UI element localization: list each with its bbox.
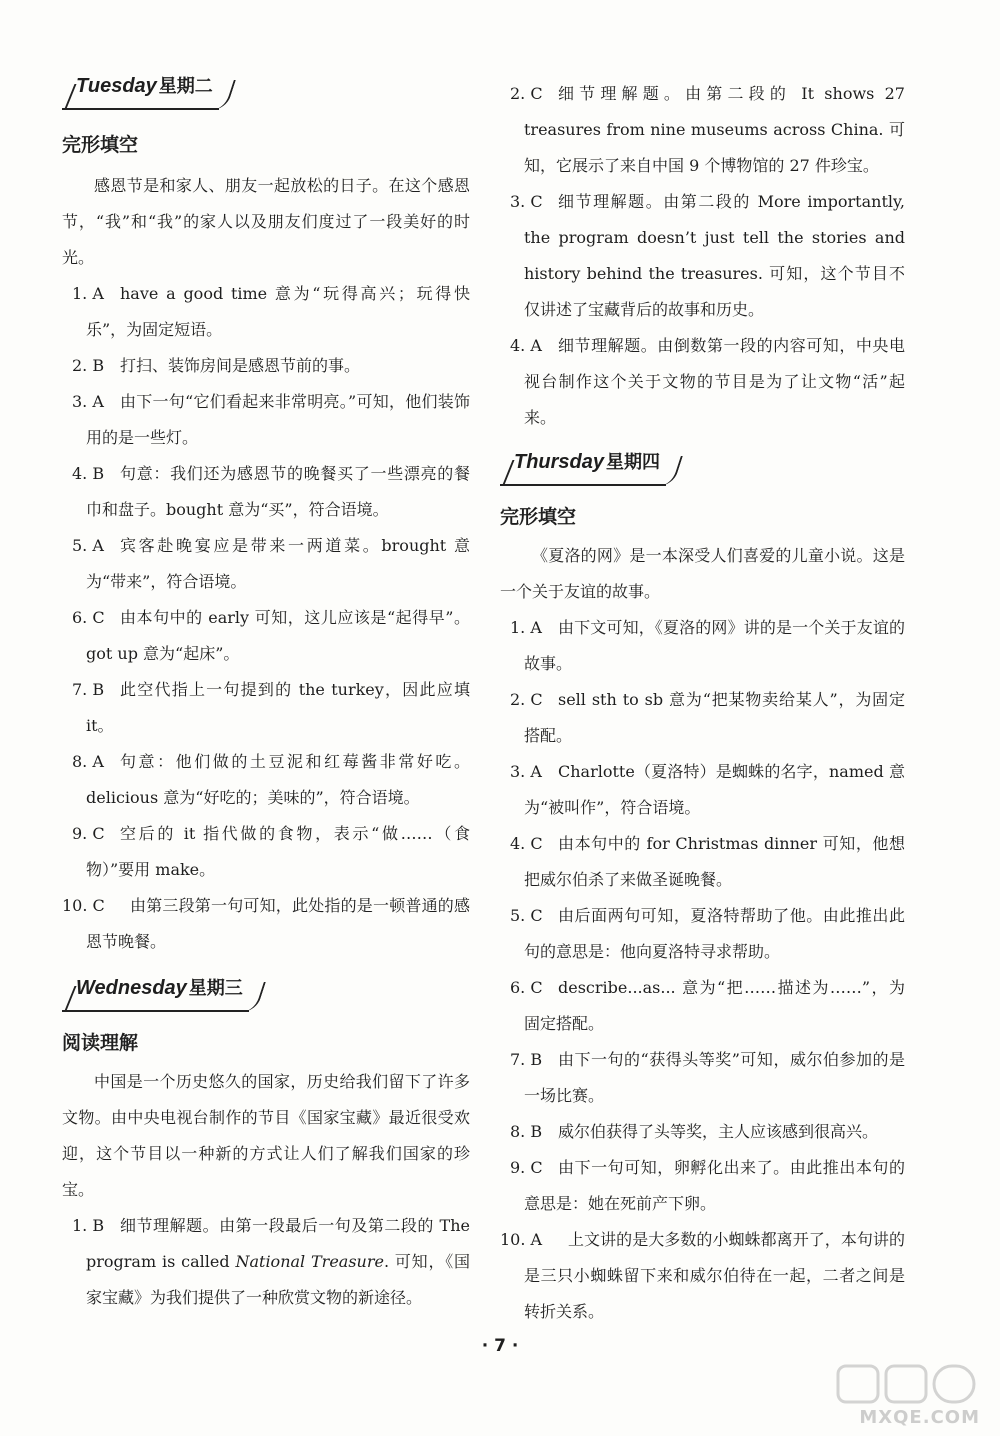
answer-text: 空后的 it 指代做的食物，表示“做……（食物）”要用 make。 — [86, 824, 470, 879]
answer-text: describe...as... 意为“把……描述为……”，为固定搭配。 — [524, 978, 905, 1033]
answer-number: 3. A — [72, 392, 104, 411]
wednesday-header — [62, 974, 249, 1012]
thursday-answer-list — [500, 610, 905, 1330]
answer-text: 宾客赴晚宴应是带来一两道菜。brought 意为“带来”，符合语境。 — [86, 536, 470, 591]
answer-number: 1. A — [72, 284, 104, 303]
answer-text: Charlotte（夏洛特）是蜘蛛的名字，named 意为“被叫作”，符合语境。 — [524, 762, 905, 817]
answer-item — [500, 826, 905, 898]
answer-number: 6. C — [72, 608, 105, 627]
answer-number: 4. A — [510, 336, 542, 355]
tuesday-intro: 感恩节是和家人、朋友一起放松的日子。在这个感恩节，“我”和“我”的家人以及朋友们度过了一段美好的时光。 — [62, 176, 470, 267]
answer-item — [500, 610, 905, 682]
answer-item — [62, 672, 470, 744]
watermark-logo — [830, 1362, 980, 1428]
answer-number: 9. C — [510, 1158, 543, 1177]
answer-number: 1. B — [72, 1216, 105, 1235]
answer-number: 7. B — [72, 680, 105, 699]
answer-text: 由本句中的 for Christmas dinner 可知，他想把威尔伯杀了来做圣诞晚餐。 — [524, 834, 905, 889]
answer-number: 4. B — [72, 464, 105, 483]
answer-number: 5. A — [72, 536, 104, 555]
thursday-section-title: 完形填空 — [500, 506, 577, 528]
answer-number: 3. A — [510, 762, 542, 781]
answer-number: 3. C — [510, 192, 543, 211]
tuesday-header-cn: 星期二 — [158, 76, 213, 97]
answer-text: 由后面两句可知，夏洛特帮助了他。由此推出此句的意思是：他向夏洛特寻求帮助。 — [524, 906, 905, 961]
answer-text: 上文讲的是大多数的小蜘蛛都离开了，本句讲的是三只小蜘蛛留下来和威尔伯待在一起，二者之间是转折关系。 — [524, 1230, 905, 1321]
page-number: · 7 · — [481, 1336, 519, 1356]
answer-number: 8. A — [72, 752, 104, 771]
answer-number: 8. B — [510, 1122, 543, 1141]
answer-item — [500, 184, 905, 328]
answer-number: 5. C — [510, 906, 543, 925]
answer-text — [86, 1216, 470, 1307]
answer-text: 由下一句“它们看起来非常明亮。”可知，他们装饰用的是一些灯。 — [86, 392, 470, 447]
answer-text-part: 细节理解题。由第一段最后一句及第二段的 The program is called — [86, 1216, 470, 1271]
answer-item — [62, 600, 470, 672]
thursday-header-en: Thursday — [514, 451, 605, 473]
answer-item — [500, 76, 905, 184]
answer-number: 7. B — [510, 1050, 543, 1069]
answer-text: 由下文可知，《夏洛的网》讲的是一个关于友谊的故事。 — [524, 618, 905, 673]
answer-number: 4. C — [510, 834, 543, 853]
answer-text: sell sth to sb 意为“把某物卖给某人”，为固定搭配。 — [524, 690, 905, 745]
answer-item — [62, 816, 470, 888]
wednesday-intro: 中国是一个历史悠久的国家，历史给我们留下了许多文物。由中央电视台制作的节目《国家宝藏》最近很受欢迎，这个节目以一种新的方式让人们了解我们国家的珍宝。 — [62, 1072, 470, 1199]
thursday-intro: 《夏洛的网》是一本深受人们喜爱的儿童小说。这是一个关于友谊的故事。 — [500, 546, 905, 601]
answer-text: 由第三段第一句可知，此处指的是一顿普通的感恩节晚餐。 — [86, 896, 470, 951]
answer-text: have a good time 意为“玩得高兴；玩得快乐”，为固定短语。 — [86, 284, 470, 339]
answer-number: 2. B — [72, 356, 105, 375]
answer-number: 10. C — [62, 896, 105, 915]
wednesday-header-en: Wednesday — [76, 977, 187, 999]
answer-number: 2. C — [510, 690, 543, 709]
watermark-text: MXQE.COM — [859, 1407, 980, 1428]
answer-text-part: . 可知，《国家宝藏》为我们提供了一种欣赏文物的新途径。 — [86, 1252, 470, 1307]
answer-text: 由下一句可知，卵孵化出来了。由此推出本句的意思是：她在死前产下卵。 — [524, 1158, 905, 1213]
answer-item — [62, 456, 470, 528]
tuesday-header-en: Tuesday — [76, 75, 157, 97]
answer-item — [62, 744, 470, 816]
tuesday-answer-list — [62, 276, 470, 960]
answer-item — [62, 528, 470, 600]
answer-text: 细节理解题。由第二段的 More importantly, the program doesn’t just tell the stories and history behind the treasures. 可知，这个节目不仅讲述了宝藏背后的故事和历史。 — [524, 192, 905, 319]
tuesday-section-title: 完形填空 — [62, 134, 139, 156]
wednesday-header-cn: 星期三 — [188, 978, 243, 999]
answer-text: 细节理解题。由第二段的 It shows 27 treasures from nine museums across China. 可知，它展示了来自中国 9 个博物馆的 27 件珍宝。 — [524, 84, 905, 175]
thursday-header-cn: 星期四 — [606, 452, 661, 473]
answer-item — [62, 348, 470, 384]
answer-number: 9. C — [72, 824, 105, 843]
answer-italic-title: National Treasure — [235, 1252, 384, 1271]
answer-text: 句意：他们做的土豆泥和红莓酱非常好吃。delicious 意为“好吃的；美味的”，符合语境。 — [86, 752, 470, 807]
answer-item — [500, 898, 905, 970]
thursday-header — [500, 448, 666, 486]
answer-text: 打扫、装饰房间是感恩节前的事。 — [120, 356, 361, 375]
right-column — [500, 0, 905, 1330]
answer-number: 6. C — [510, 978, 543, 997]
answer-text: 威尔伯获得了头等奖，主人应该感到很高兴。 — [558, 1122, 879, 1141]
answer-item — [500, 328, 905, 436]
answer-item — [500, 1150, 905, 1222]
left-column — [62, 0, 470, 1316]
answer-text: 此空代指上一句提到的 the turkey，因此应填 it。 — [86, 680, 470, 735]
answer-item — [62, 276, 470, 348]
answer-item — [500, 1222, 905, 1330]
wednesday-section-title: 阅读理解 — [62, 1032, 139, 1054]
answer-number: 10. A — [500, 1230, 543, 1249]
answer-item — [62, 888, 470, 960]
wednesday-answer-list-cont — [500, 76, 905, 436]
tuesday-header — [62, 72, 219, 110]
answer-number: 2. C — [510, 84, 543, 103]
answer-item — [62, 384, 470, 456]
answer-item — [500, 682, 905, 754]
answer-text: 由本句中的 early 可知，这儿应该是“起得早”。got up 意为“起床”。 — [86, 608, 470, 663]
answer-item — [500, 1114, 905, 1150]
answer-item — [62, 1208, 470, 1316]
answer-text: 由下一句的“获得头等奖”可知，威尔伯参加的是一场比赛。 — [524, 1050, 905, 1105]
answer-text: 句意：我们还为感恩节的晚餐买了一些漂亮的餐巾和盘子。bought 意为“买”，符合语境。 — [86, 464, 470, 519]
answer-item — [500, 1042, 905, 1114]
answer-number: 1. A — [510, 618, 542, 637]
answer-item — [500, 754, 905, 826]
answer-item — [500, 970, 905, 1042]
answer-text: 细节理解题。由倒数第一段的内容可知，中央电视台制作这个关于文物的节目是为了让文物“活”起来。 — [524, 336, 905, 427]
